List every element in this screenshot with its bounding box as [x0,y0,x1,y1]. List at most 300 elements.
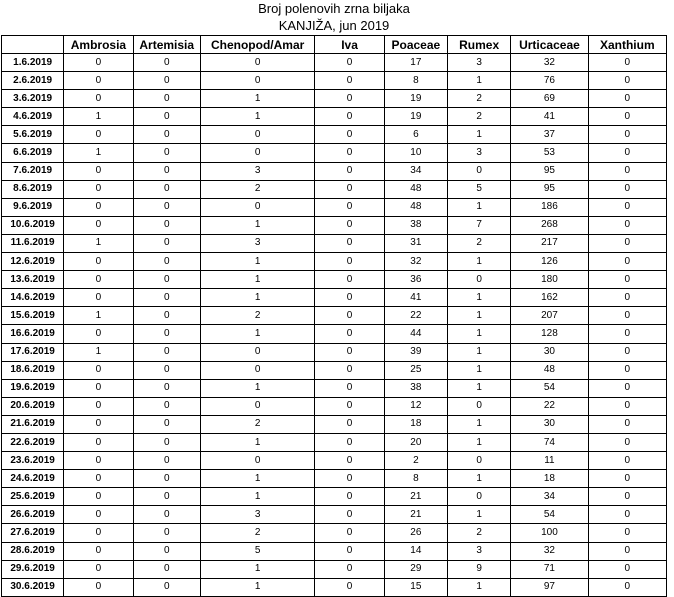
cell-urticaceae[interactable]: 32 [511,542,588,560]
cell-urticaceae[interactable]: 268 [511,216,588,234]
cell-chenopod-amar[interactable]: 1 [200,289,315,307]
cell-poaceae[interactable]: 10 [384,144,447,162]
table-row [2,144,667,162]
cell-chenopod-amar[interactable]: 0 [200,343,315,361]
cell-iva[interactable]: 0 [315,198,384,216]
cell-artemisia[interactable]: 0 [133,506,200,524]
cell-urticaceae[interactable]: 71 [511,560,588,578]
cell-date[interactable]: 30.6.2019 [2,578,64,596]
cell-xanthium[interactable]: 0 [588,415,666,433]
cell-date[interactable]: 11.6.2019 [2,234,64,252]
cell-urticaceae[interactable]: 22 [511,397,588,415]
cell-artemisia[interactable]: 0 [133,180,200,198]
cell-ambrosia[interactable]: 1 [64,307,133,325]
cell-artemisia[interactable]: 0 [133,162,200,180]
cell-ambrosia[interactable]: 0 [64,198,133,216]
cell-xanthium[interactable]: 0 [588,198,666,216]
cell-rumex[interactable]: 1 [447,433,510,451]
cell-poaceae[interactable]: 21 [384,488,447,506]
cell-urticaceae[interactable]: 186 [511,198,588,216]
cell-iva[interactable]: 0 [315,162,384,180]
cell-xanthium[interactable]: 0 [588,234,666,252]
table-row [2,361,667,379]
cell-urticaceae[interactable]: 34 [511,488,588,506]
cell-artemisia[interactable]: 0 [133,325,200,343]
cell-ambrosia[interactable]: 0 [64,470,133,488]
cell-poaceae[interactable]: 21 [384,506,447,524]
cell-iva[interactable]: 0 [315,488,384,506]
cell-rumex[interactable]: 0 [447,397,510,415]
cell-xanthium[interactable]: 0 [588,144,666,162]
cell-poaceae[interactable]: 36 [384,271,447,289]
cell-ambrosia[interactable]: 0 [64,126,133,144]
cell-xanthium[interactable]: 0 [588,488,666,506]
cell-urticaceae[interactable]: 207 [511,307,588,325]
cell-iva[interactable]: 0 [315,524,384,542]
cell-date[interactable]: 14.6.2019 [2,289,64,307]
table-row [2,343,667,361]
header-urticaceae[interactable]: Urticaceae [511,36,588,54]
cell-ambrosia[interactable]: 0 [64,506,133,524]
cell-iva[interactable]: 0 [315,506,384,524]
cell-poaceae[interactable]: 22 [384,307,447,325]
cell-date[interactable]: 21.6.2019 [2,415,64,433]
cell-urticaceae[interactable]: 162 [511,289,588,307]
cell-date[interactable]: 27.6.2019 [2,524,64,542]
cell-urticaceae[interactable]: 37 [511,126,588,144]
cell-chenopod-amar[interactable]: 1 [200,379,315,397]
cell-iva[interactable]: 0 [315,397,384,415]
cell-rumex[interactable]: 1 [447,578,510,596]
header-xanthium[interactable]: Xanthium [588,36,666,54]
cell-artemisia[interactable]: 0 [133,54,200,72]
cell-date[interactable]: 3.6.2019 [2,90,64,108]
cell-date[interactable]: 15.6.2019 [2,307,64,325]
cell-urticaceae[interactable]: 30 [511,343,588,361]
header-ambrosia[interactable]: Ambrosia [64,36,133,54]
cell-iva[interactable]: 0 [315,90,384,108]
table-body [2,54,667,597]
cell-xanthium[interactable]: 0 [588,180,666,198]
cell-date[interactable]: 9.6.2019 [2,198,64,216]
cell-iva[interactable]: 0 [315,307,384,325]
cell-iva[interactable]: 0 [315,361,384,379]
cell-iva[interactable]: 0 [315,271,384,289]
cell-xanthium[interactable]: 0 [588,361,666,379]
cell-urticaceae[interactable]: 100 [511,524,588,542]
cell-iva[interactable]: 0 [315,72,384,90]
cell-rumex[interactable]: 0 [447,488,510,506]
cell-poaceae[interactable]: 38 [384,216,447,234]
cell-ambrosia[interactable]: 0 [64,180,133,198]
cell-ambrosia[interactable]: 0 [64,433,133,451]
cell-artemisia[interactable]: 0 [133,397,200,415]
header-date[interactable] [2,36,64,54]
cell-artemisia[interactable]: 0 [133,578,200,596]
cell-ambrosia[interactable]: 0 [64,162,133,180]
cell-xanthium[interactable]: 0 [588,216,666,234]
cell-xanthium[interactable]: 0 [588,162,666,180]
table-row [2,54,667,72]
cell-chenopod-amar[interactable]: 3 [200,162,315,180]
cell-xanthium[interactable]: 0 [588,54,666,72]
cell-poaceae[interactable]: 32 [384,253,447,271]
cell-urticaceae[interactable]: 95 [511,162,588,180]
cell-rumex[interactable]: 1 [447,343,510,361]
cell-urticaceae[interactable]: 30 [511,415,588,433]
cell-chenopod-amar[interactable]: 1 [200,90,315,108]
cell-xanthium[interactable]: 0 [588,433,666,451]
cell-chenopod-amar[interactable]: 1 [200,470,315,488]
cell-rumex[interactable]: 2 [447,524,510,542]
cell-chenopod-amar[interactable]: 1 [200,253,315,271]
cell-ambrosia[interactable]: 0 [64,325,133,343]
cell-rumex[interactable]: 2 [447,90,510,108]
cell-chenopod-amar[interactable]: 2 [200,180,315,198]
table-row [2,470,667,488]
pollen-count-table [1,35,667,597]
cell-chenopod-amar[interactable]: 3 [200,234,315,252]
cell-rumex[interactable]: 0 [447,162,510,180]
cell-poaceae[interactable]: 8 [384,72,447,90]
cell-poaceae[interactable]: 29 [384,560,447,578]
cell-chenopod-amar[interactable]: 1 [200,578,315,596]
cell-date[interactable]: 19.6.2019 [2,379,64,397]
cell-xanthium[interactable]: 0 [588,343,666,361]
cell-date[interactable]: 13.6.2019 [2,271,64,289]
cell-date[interactable]: 8.6.2019 [2,180,64,198]
cell-date[interactable]: 24.6.2019 [2,470,64,488]
cell-xanthium[interactable]: 0 [588,560,666,578]
cell-iva[interactable]: 0 [315,144,384,162]
cell-xanthium[interactable]: 0 [588,289,666,307]
cell-poaceae[interactable]: 39 [384,343,447,361]
cell-ambrosia[interactable]: 1 [64,144,133,162]
cell-xanthium[interactable]: 0 [588,72,666,90]
cell-poaceae[interactable]: 48 [384,198,447,216]
cell-urticaceae[interactable]: 69 [511,90,588,108]
cell-date[interactable]: 12.6.2019 [2,253,64,271]
cell-rumex[interactable]: 1 [447,198,510,216]
cell-date[interactable]: 6.6.2019 [2,144,64,162]
cell-rumex[interactable]: 2 [447,108,510,126]
cell-ambrosia[interactable]: 0 [64,289,133,307]
cell-iva[interactable]: 0 [315,452,384,470]
cell-xanthium[interactable]: 0 [588,90,666,108]
cell-urticaceae[interactable]: 32 [511,54,588,72]
cell-chenopod-amar[interactable]: 3 [200,506,315,524]
table-subtitle: KANJIŽA, jun 2019 [278,18,390,33]
table-row [2,72,667,90]
cell-ambrosia[interactable]: 1 [64,108,133,126]
cell-ambrosia[interactable]: 0 [64,452,133,470]
cell-urticaceae[interactable]: 180 [511,271,588,289]
cell-chenopod-amar[interactable]: 1 [200,108,315,126]
cell-artemisia[interactable]: 0 [133,452,200,470]
cell-chenopod-amar[interactable]: 2 [200,524,315,542]
cell-artemisia[interactable]: 0 [133,524,200,542]
cell-date[interactable]: 10.6.2019 [2,216,64,234]
cell-iva[interactable]: 0 [315,126,384,144]
cell-ambrosia[interactable]: 0 [64,361,133,379]
cell-artemisia[interactable]: 0 [133,415,200,433]
table-row [2,289,667,307]
cell-chenopod-amar[interactable]: 1 [200,560,315,578]
cell-chenopod-amar[interactable]: 5 [200,542,315,560]
cell-rumex[interactable]: 1 [447,415,510,433]
cell-ambrosia[interactable]: 0 [64,524,133,542]
cell-iva[interactable]: 0 [315,253,384,271]
cell-chenopod-amar[interactable]: 2 [200,307,315,325]
cell-poaceae[interactable]: 31 [384,234,447,252]
cell-xanthium[interactable]: 0 [588,108,666,126]
table-row [2,108,667,126]
cell-poaceae[interactable]: 25 [384,361,447,379]
cell-ambrosia[interactable]: 0 [64,542,133,560]
cell-rumex[interactable]: 1 [447,325,510,343]
cell-ambrosia[interactable]: 0 [64,397,133,415]
cell-date[interactable]: 5.6.2019 [2,126,64,144]
cell-artemisia[interactable]: 0 [133,216,200,234]
cell-poaceae[interactable]: 38 [384,379,447,397]
cell-xanthium[interactable]: 0 [588,542,666,560]
cell-xanthium[interactable]: 0 [588,470,666,488]
cell-artemisia[interactable]: 0 [133,433,200,451]
cell-urticaceae[interactable]: 128 [511,325,588,343]
cell-artemisia[interactable]: 0 [133,560,200,578]
cell-date[interactable]: 28.6.2019 [2,542,64,560]
cell-poaceae[interactable]: 44 [384,325,447,343]
cell-xanthium[interactable]: 0 [588,126,666,144]
cell-urticaceae[interactable]: 217 [511,234,588,252]
cell-date[interactable]: 2.6.2019 [2,72,64,90]
cell-iva[interactable]: 0 [315,54,384,72]
cell-ambrosia[interactable]: 0 [64,72,133,90]
cell-chenopod-amar[interactable]: 0 [200,361,315,379]
cell-chenopod-amar[interactable]: 1 [200,271,315,289]
cell-rumex[interactable]: 3 [447,542,510,560]
cell-urticaceae[interactable]: 54 [511,379,588,397]
cell-date[interactable]: 26.6.2019 [2,506,64,524]
header-chenopod-amar[interactable]: Chenopod/Amar [200,36,315,54]
cell-artemisia[interactable]: 0 [133,470,200,488]
cell-artemisia[interactable]: 0 [133,108,200,126]
cell-urticaceae[interactable]: 53 [511,144,588,162]
cell-date[interactable]: 29.6.2019 [2,560,64,578]
table-row [2,307,667,325]
cell-urticaceae[interactable]: 95 [511,180,588,198]
cell-rumex[interactable]: 3 [447,54,510,72]
cell-artemisia[interactable]: 0 [133,361,200,379]
cell-poaceae[interactable]: 14 [384,542,447,560]
cell-urticaceae[interactable]: 18 [511,470,588,488]
cell-ambrosia[interactable]: 0 [64,578,133,596]
cell-artemisia[interactable]: 0 [133,343,200,361]
cell-iva[interactable]: 0 [315,325,384,343]
cell-poaceae[interactable]: 2 [384,452,447,470]
cell-rumex[interactable]: 5 [447,180,510,198]
cell-xanthium[interactable]: 0 [588,506,666,524]
cell-rumex[interactable]: 9 [447,560,510,578]
cell-iva[interactable]: 0 [315,542,384,560]
cell-artemisia[interactable]: 0 [133,198,200,216]
cell-date[interactable]: 23.6.2019 [2,452,64,470]
cell-xanthium[interactable]: 0 [588,307,666,325]
cell-iva[interactable]: 0 [315,415,384,433]
cell-rumex[interactable]: 1 [447,126,510,144]
cell-artemisia[interactable]: 0 [133,144,200,162]
cell-xanthium[interactable]: 0 [588,524,666,542]
cell-artemisia[interactable]: 0 [133,253,200,271]
cell-chenopod-amar[interactable]: 0 [200,397,315,415]
cell-chenopod-amar[interactable]: 1 [200,488,315,506]
cell-rumex[interactable]: 1 [447,72,510,90]
cell-artemisia[interactable]: 0 [133,72,200,90]
cell-iva[interactable]: 0 [315,470,384,488]
cell-ambrosia[interactable]: 0 [64,271,133,289]
cell-rumex[interactable]: 1 [447,307,510,325]
cell-xanthium[interactable]: 0 [588,397,666,415]
cell-chenopod-amar[interactable]: 0 [200,72,315,90]
cell-urticaceae[interactable]: 97 [511,578,588,596]
cell-rumex[interactable]: 2 [447,234,510,252]
cell-urticaceae[interactable]: 126 [511,253,588,271]
cell-poaceae[interactable]: 48 [384,180,447,198]
cell-poaceae[interactable]: 12 [384,397,447,415]
cell-ambrosia[interactable]: 0 [64,415,133,433]
cell-poaceae[interactable]: 6 [384,126,447,144]
cell-ambrosia[interactable]: 0 [64,560,133,578]
cell-date[interactable]: 7.6.2019 [2,162,64,180]
table-row [2,180,667,198]
cell-poaceae[interactable]: 18 [384,415,447,433]
table-row [2,198,667,216]
cell-poaceae[interactable]: 19 [384,108,447,126]
cell-rumex[interactable]: 3 [447,144,510,162]
cell-ambrosia[interactable]: 0 [64,488,133,506]
cell-rumex[interactable]: 1 [447,253,510,271]
header-iva[interactable]: Iva [315,36,384,54]
cell-chenopod-amar[interactable]: 1 [200,216,315,234]
cell-urticaceae[interactable]: 41 [511,108,588,126]
cell-xanthium[interactable]: 0 [588,271,666,289]
cell-ambrosia[interactable]: 0 [64,379,133,397]
cell-ambrosia[interactable]: 1 [64,234,133,252]
cell-rumex[interactable]: 1 [447,379,510,397]
header-row [2,36,667,54]
header-poaceae[interactable]: Poaceae [384,36,447,54]
cell-urticaceae[interactable]: 11 [511,452,588,470]
table-row [2,126,667,144]
cell-xanthium[interactable]: 0 [588,379,666,397]
cell-date[interactable]: 25.6.2019 [2,488,64,506]
cell-artemisia[interactable]: 0 [133,307,200,325]
cell-chenopod-amar[interactable]: 1 [200,325,315,343]
cell-iva[interactable]: 0 [315,379,384,397]
cell-chenopod-amar[interactable]: 0 [200,126,315,144]
cell-rumex[interactable]: 1 [447,506,510,524]
cell-date[interactable]: 22.6.2019 [2,433,64,451]
cell-chenopod-amar[interactable]: 0 [200,54,315,72]
table-row [2,162,667,180]
cell-artemisia[interactable]: 0 [133,488,200,506]
cell-iva[interactable]: 0 [315,108,384,126]
cell-chenopod-amar[interactable]: 0 [200,144,315,162]
cell-iva[interactable]: 0 [315,343,384,361]
table-row [2,542,667,560]
cell-ambrosia[interactable]: 0 [64,90,133,108]
cell-date[interactable]: 17.6.2019 [2,343,64,361]
cell-rumex[interactable]: 1 [447,289,510,307]
cell-xanthium[interactable]: 0 [588,452,666,470]
cell-artemisia[interactable]: 0 [133,289,200,307]
cell-iva[interactable]: 0 [315,578,384,596]
cell-iva[interactable]: 0 [315,180,384,198]
cell-poaceae[interactable]: 8 [384,470,447,488]
cell-xanthium[interactable]: 0 [588,325,666,343]
cell-chenopod-amar[interactable]: 0 [200,452,315,470]
header-artemisia[interactable]: Artemisia [133,36,200,54]
cell-rumex[interactable]: 0 [447,452,510,470]
cell-urticaceae[interactable]: 54 [511,506,588,524]
table-row [2,560,667,578]
cell-urticaceae[interactable]: 76 [511,72,588,90]
cell-poaceae[interactable]: 41 [384,289,447,307]
header-rumex[interactable]: Rumex [447,36,510,54]
table-row [2,506,667,524]
cell-chenopod-amar[interactable]: 0 [200,198,315,216]
cell-artemisia[interactable]: 0 [133,126,200,144]
cell-iva[interactable]: 0 [315,560,384,578]
cell-poaceae[interactable]: 26 [384,524,447,542]
cell-artemisia[interactable]: 0 [133,234,200,252]
cell-rumex[interactable]: 1 [447,361,510,379]
cell-urticaceae[interactable]: 48 [511,361,588,379]
cell-xanthium[interactable]: 0 [588,253,666,271]
cell-iva[interactable]: 0 [315,433,384,451]
cell-ambrosia[interactable]: 0 [64,216,133,234]
cell-rumex[interactable]: 0 [447,271,510,289]
cell-urticaceae[interactable]: 74 [511,433,588,451]
cell-poaceae[interactable]: 19 [384,90,447,108]
cell-artemisia[interactable]: 0 [133,379,200,397]
cell-date[interactable]: 4.6.2019 [2,108,64,126]
cell-ambrosia[interactable]: 1 [64,343,133,361]
cell-rumex[interactable]: 7 [447,216,510,234]
cell-date[interactable]: 16.6.2019 [2,325,64,343]
cell-poaceae[interactable]: 17 [384,54,447,72]
cell-artemisia[interactable]: 0 [133,271,200,289]
cell-chenopod-amar[interactable]: 1 [200,433,315,451]
cell-xanthium[interactable]: 0 [588,578,666,596]
table-row [2,488,667,506]
cell-artemisia[interactable]: 0 [133,90,200,108]
cell-iva[interactable]: 0 [315,234,384,252]
cell-iva[interactable]: 0 [315,289,384,307]
cell-chenopod-amar[interactable]: 2 [200,415,315,433]
cell-ambrosia[interactable]: 0 [64,253,133,271]
cell-poaceae[interactable]: 34 [384,162,447,180]
cell-date[interactable]: 20.6.2019 [2,397,64,415]
cell-date[interactable]: 18.6.2019 [2,361,64,379]
cell-iva[interactable]: 0 [315,216,384,234]
cell-poaceae[interactable]: 15 [384,578,447,596]
cell-rumex[interactable]: 1 [447,470,510,488]
cell-ambrosia[interactable]: 0 [64,54,133,72]
cell-date[interactable]: 1.6.2019 [2,54,64,72]
cell-poaceae[interactable]: 20 [384,433,447,451]
cell-artemisia[interactable]: 0 [133,542,200,560]
